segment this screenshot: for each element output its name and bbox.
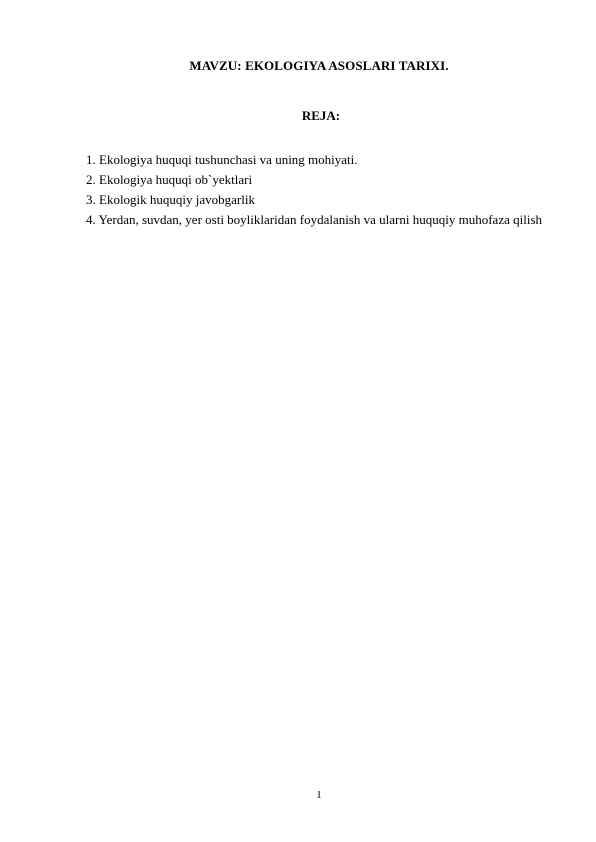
page-number: 1: [316, 789, 322, 801]
plan-heading: REJA:: [301, 108, 341, 123]
plan-item: 2. Ekologiya huquqi ob`yektlari: [86, 172, 253, 187]
plan-list: [86, 150, 556, 230]
plan-item: 1. Ekologiya huquqi tushunchasi va uning mohiyati.: [86, 152, 358, 167]
plan-item: 3. Ekologik huquqiy javobgarlik: [86, 192, 255, 207]
document-title: MAVZU: EKOLOGIYA ASOSLARI TARIXI.: [189, 58, 449, 73]
plan-item: 4. Yerdan, suvdan, yer osti boyliklaridan foydalanish va ularni huquqiy muhofaza qilish: [86, 212, 543, 227]
